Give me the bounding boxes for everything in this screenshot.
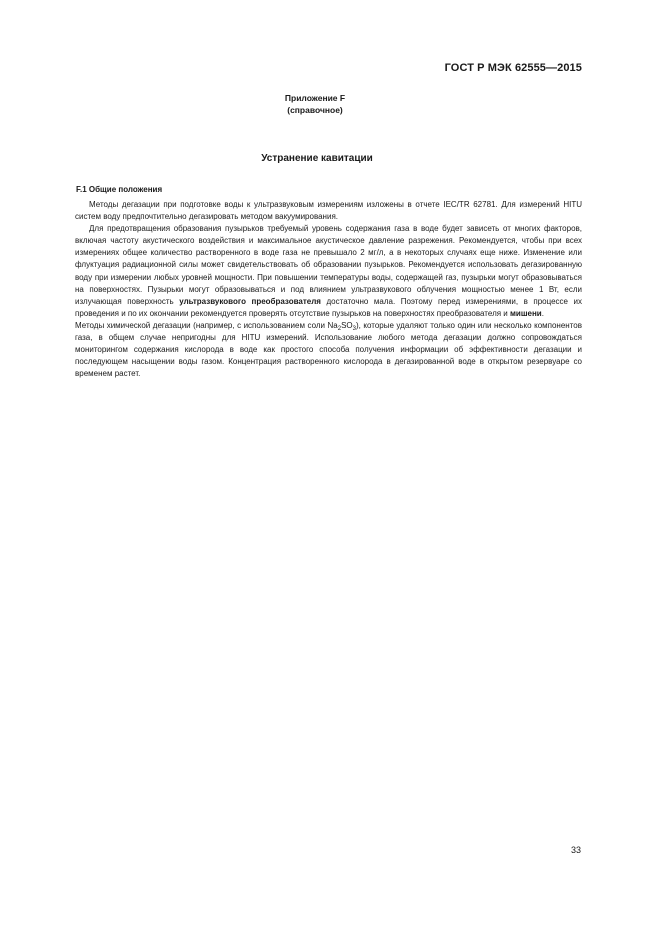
standard-header: ГОСТ Р МЭК 62555—2015 (444, 62, 582, 74)
paragraph-2 (75, 223, 582, 320)
body-text (75, 199, 582, 380)
paragraph-3 (75, 320, 582, 380)
subscript-3: 3 (352, 325, 356, 332)
paragraph-3-part-b: SO (341, 320, 353, 330)
paragraph-1: Методы дегазации при подготовке воды к ультразвуковым измерениям изложены в отчете IEC/TR 62781. Для измерений HITU систем воду предпочтительно дегазировать методом вакуумирования. (75, 200, 582, 222)
paragraph-2-end: . (541, 308, 544, 318)
section-heading: F.1 Общие положения (76, 185, 163, 194)
term-transducer: ультразвукового преобразователя (179, 296, 321, 306)
paragraph-3-part-a: Методы химической дегазации (например, с использованием соли Na (75, 320, 338, 330)
paragraph-3-part-c: ), которые удаляют только один или несколько компонентов газа, в общем случае непригодны для HITU измерений. Использование любого метода дегазации должно сопровождаться мониторингом содержания кислорода в воде как простого способа получения информации об эффективности дегазации и последующем насыщении воды газом. Концентрация растворенного кислорода в дегазированной воде в открытом резервуаре со временем растет. (75, 320, 582, 379)
page-title: Устранение кавитации (261, 153, 373, 164)
annex-title: Приложение F (284, 93, 346, 103)
paragraph-2-part-a: Для предотвращения образования пузырьков требуемый уровень содержания газа в воде будет зависеть от многих факторов, включая частоту акустического воздействия и максимальное акустическое давление разрежения. Рекомендуется, чтобы при всех измерениях общее количество растворенного в воде газа не превышало 2 мг/л, а в некоторых случаях еще ниже. Изменение или флуктуация радиационной силы может свидетельствовать об образовании пузырьков. Рекомендуется использовать дегазированную воду при измерении любых уровней мощности. При повышении температуры воды, содержащей газ, пузырьки могут образовываться на поверхностях. Пузырьки могут образовываться и под влиянием ультразвукового облучения мощностью менее 1 Вт, если излучающая поверхность (75, 224, 582, 306)
annex-note: (справочное) (287, 105, 343, 115)
page-number: 33 (570, 845, 581, 855)
subscript-2: 2 (337, 325, 342, 332)
annex-heading (0, 92, 630, 116)
paragraph-2-part-c: достаточно мала. Поэтому перед измерениями, в процессе их проведения и по их окончании рекомендуется проверять отсутствие пузырьков на поверхностях преобразователя и (75, 296, 583, 318)
term-target: мишени (509, 308, 542, 318)
